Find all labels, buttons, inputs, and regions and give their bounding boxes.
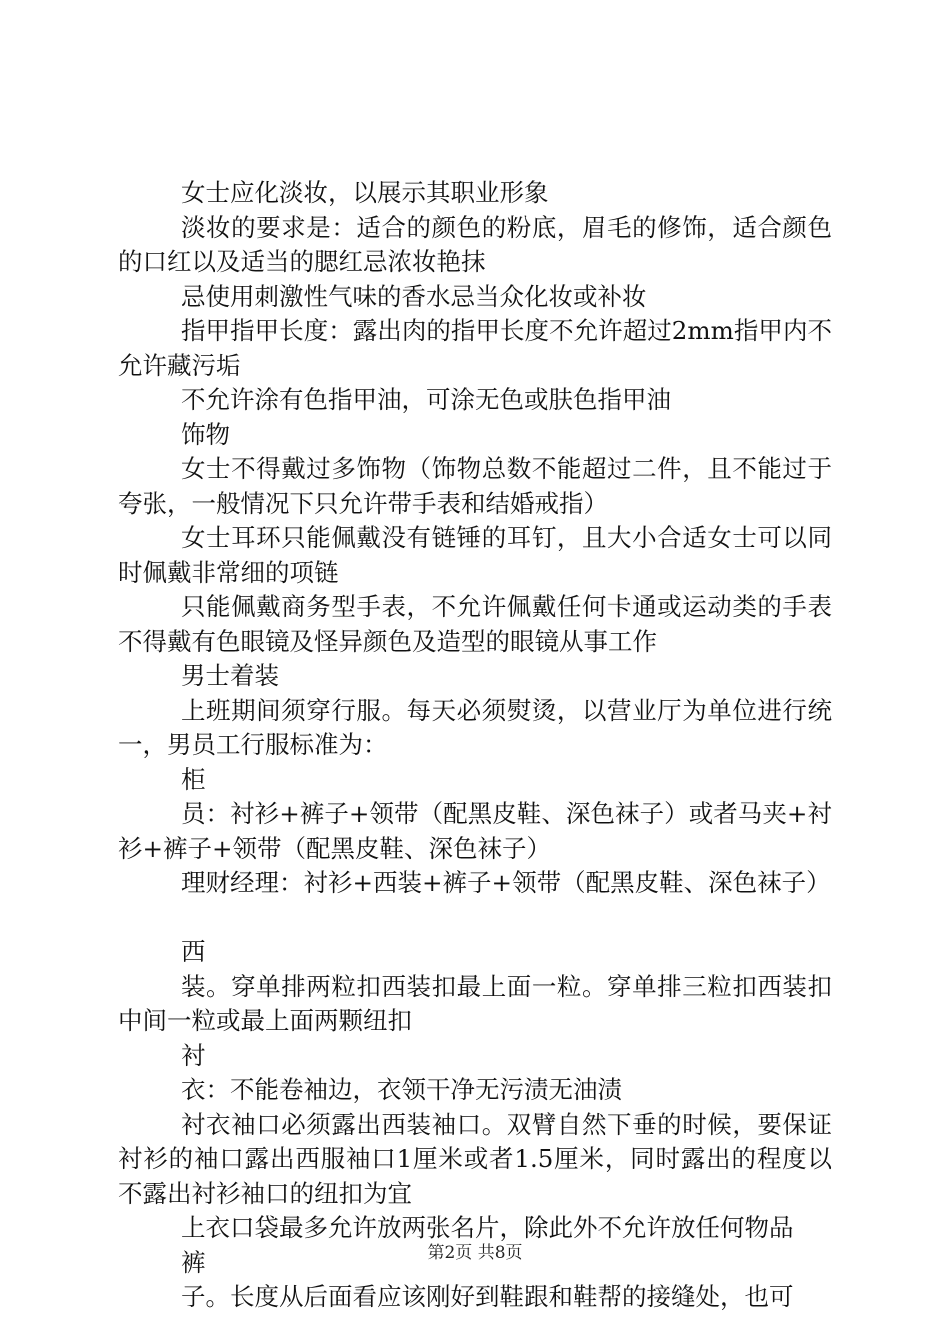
paragraph: 女士不得戴过多饰物（饰物总数不能超过二件，且不能过于夸张，一般情况下只允许带手表和结婚戒指）	[118, 454, 832, 518]
paragraph: 衬衣袖口必须露出西装袖口。双臂自然下垂的时候，要保证衬衫的袖口露出西服袖口1厘米或者1.5厘米，同时露出的程度以不露出衬衫袖口的纽扣为宜	[118, 1109, 832, 1208]
section-heading: 饰物	[181, 419, 230, 449]
paragraph: 衣：不能卷袖边，衣领干净无污渍无油渍	[181, 1075, 622, 1104]
paragraph: 上班期间须穿行服。每天必须熨烫，以营业厅为单位进行统一，男员工行服标准为：	[118, 695, 832, 759]
paragraph: 裤	[181, 1247, 206, 1277]
paragraph: 衬	[181, 1040, 206, 1070]
paragraph: 柜	[181, 764, 206, 794]
paragraph: 忌使用刺激性气味的香水忌当众化妆或补妆	[181, 281, 647, 311]
document-body	[118, 176, 832, 1315]
paragraph: 指甲指甲长度：露出肉的指甲长度不允许超过2mm指甲内不允许藏污垢	[118, 316, 832, 380]
paragraph: 西	[181, 937, 206, 966]
paragraph: 女士耳环只能佩戴没有链锤的耳钉，且大小合适女士可以同时佩戴非常细的项链	[118, 523, 832, 587]
page-number-footer: 第2页 共8页	[427, 1243, 523, 1263]
paragraph: 员：衬衫+裤子+领带（配黑皮鞋、深色袜子）或者马夹+衬衫+裤子+领带（配黑皮鞋、深色袜子）	[118, 799, 832, 863]
paragraph: 子。长度从后面看应该刚好到鞋跟和鞋帮的接缝处，也可	[181, 1282, 794, 1311]
paragraph: 女士应化淡妆，以展示其职业形象	[181, 178, 549, 207]
paragraph: 装。穿单排两粒扣西装扣最上面一粒。穿单排三粒扣西装扣中间一粒或最上面两颗纽扣	[118, 971, 832, 1035]
paragraph: 只能佩戴商务型手表，不允许佩戴任何卡通或运动类的手表不得戴有色眼镜及怪异颜色及造型的眼镜从事工作	[118, 592, 832, 656]
paragraph: 淡妆的要求是：适合的颜色的粉底，眉毛的修饰，适合颜色的口红以及适当的腮红忌浓妆艳抹	[118, 212, 832, 276]
section-heading: 男士着装	[181, 661, 279, 690]
paragraph: 理财经理：衬衫+西装+裤子+领带（配黑皮鞋、深色袜子）	[181, 868, 831, 897]
paragraph: 不允许涂有色指甲油，可涂无色或肤色指甲油	[181, 385, 671, 414]
paragraph: 上衣口袋最多允许放两张名片，除此外不允许放任何物品	[181, 1213, 794, 1242]
